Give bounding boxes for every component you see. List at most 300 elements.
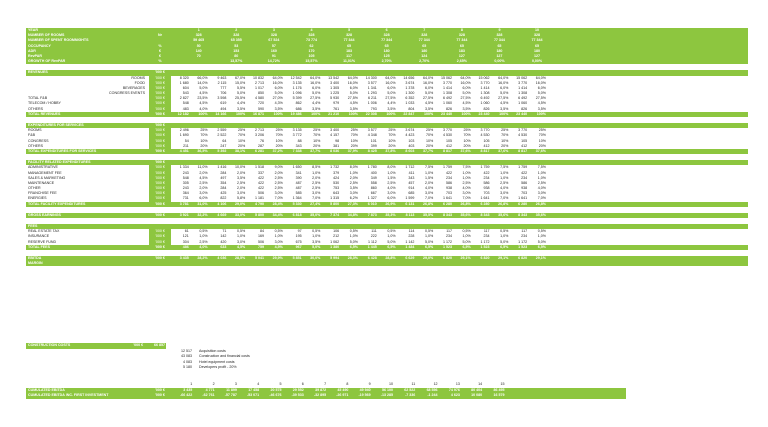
value-cell: 26,8% — [460, 201, 471, 206]
value-cell: 27,4% — [310, 201, 321, 206]
value-cell: 65 — [497, 43, 502, 48]
value-cell: 117 — [346, 53, 352, 58]
value-cell: 1 523 — [442, 244, 452, 249]
value-cell: 8 — [460, 28, 463, 32]
value-cell: 3,0% — [312, 191, 321, 196]
value-cell: 2,5% — [349, 180, 358, 185]
value-cell — [472, 261, 491, 266]
unit-cell: '000 € — [149, 81, 171, 86]
value-cell: 22 847 — [403, 111, 415, 116]
row-label: TOTAL FEES — [28, 244, 50, 249]
value-cell: 7,0% — [537, 196, 546, 201]
value-cell: 328 — [534, 33, 541, 38]
value-cell: 127 — [496, 53, 503, 58]
value-cell: 28,3% — [347, 255, 358, 260]
value-cell: 2,5% — [199, 239, 208, 244]
unit-cell: '000 € — [149, 107, 171, 112]
value-cell: 2,70% — [381, 59, 392, 64]
value-cell: 4,5% — [236, 244, 246, 249]
row-label: TELECOM / HOBBY — [28, 101, 61, 106]
unit-cell: '000 € — [149, 171, 171, 176]
value-cell: 29,9% — [272, 255, 283, 260]
value-cell: 8 343 — [442, 212, 452, 217]
value-cell: 703 — [445, 191, 452, 196]
row-label: BEVERAGES — [122, 85, 145, 90]
value-cell: 100% — [348, 111, 358, 116]
value-cell: 12 542 — [290, 75, 302, 80]
value-cell: 19 486 — [290, 111, 302, 116]
value-cell: 6 281 — [254, 148, 264, 153]
value-cell: 65 — [422, 43, 427, 48]
value-cell: 4,4% — [312, 101, 321, 106]
value-cell: 1 380 — [330, 244, 340, 249]
value-cell: 105 — [308, 53, 315, 58]
value-cell: 101 — [370, 138, 377, 143]
value-cell: 4 530 — [442, 133, 452, 138]
value-cell: 3 921 — [179, 212, 189, 217]
value-cell: 6,5% — [500, 244, 509, 249]
value-cell: 4 — [310, 28, 313, 32]
value-cell: 2 496 — [179, 128, 189, 133]
value-cell: 56 100 — [381, 387, 393, 392]
value-cell: 3 674 — [405, 128, 415, 133]
value-cell: 0,5% — [537, 229, 546, 234]
unit-cell: '000 € — [149, 133, 171, 138]
cost-desc: Developers profit - 20% — [199, 365, 237, 370]
value-cell: 938 — [445, 186, 452, 191]
value-cell: 127 — [534, 53, 541, 58]
value-cell: 11,0% — [197, 165, 208, 170]
value-cell: 548 — [182, 175, 189, 180]
value-cell: 77 344 — [493, 38, 505, 43]
year-cell: 2 — [212, 382, 215, 386]
value-cell: 1 341 — [367, 85, 377, 90]
cost-line — [26, 365, 326, 371]
value-cell: 62 522 — [404, 387, 416, 392]
value-cell: 49 940 — [359, 387, 371, 392]
value-cell: 7 873 — [367, 212, 377, 217]
value-cell: 703 — [483, 191, 490, 196]
value-cell: 3,0% — [236, 191, 246, 196]
row-label: CUMULATED EBITDA — [28, 387, 65, 392]
value-cell: 3 206 — [254, 133, 264, 138]
value-cell: 14 166 — [215, 111, 227, 116]
value-cell: 3,0% — [537, 191, 546, 196]
row-label: GROWTH OF RevPAR — [28, 59, 66, 64]
value-cell: 4,0% — [500, 186, 509, 191]
value-cell: 67,0% — [234, 75, 246, 80]
row-label: CUMULATED EBITDA INC. FIRST INVESTMENT — [28, 393, 109, 398]
value-cell: 328 — [195, 33, 202, 38]
value-cell: -39 533 — [291, 393, 304, 398]
value-cell: 2,5% — [312, 180, 321, 185]
value-cell: 3,5% — [274, 106, 283, 111]
value-cell: 127 — [458, 53, 465, 58]
row-label: MAINTENANCE — [28, 180, 55, 185]
value-cell: 10% — [237, 138, 246, 143]
value-cell: 180 — [383, 48, 390, 53]
value-cell — [434, 261, 453, 266]
unit-cell: '000 € — [149, 186, 171, 191]
value-cell: 1,5% — [387, 175, 396, 180]
value-cell: 1 060 — [480, 101, 490, 106]
value-cell: 2,5% — [387, 180, 396, 185]
value-cell — [209, 261, 228, 266]
row-label: INSURANCE — [28, 234, 50, 239]
value-cell: -57 787 — [224, 393, 237, 398]
value-cell: 6 820 — [518, 255, 528, 260]
value-cell: 938 — [521, 186, 528, 191]
row-label: FACILITY RELATED EXPENDITURES — [28, 160, 91, 165]
unit-cell: '000 € — [149, 191, 171, 196]
value-cell: 4,3% — [274, 101, 283, 106]
value-cell: 27,5% — [385, 96, 396, 101]
year-cell: 1 — [190, 382, 193, 386]
value-cell: 16,0% — [535, 80, 546, 85]
value-cell: 5,0% — [312, 91, 321, 96]
value-cell: 4 348 — [367, 133, 377, 138]
value-cell: 2 559 — [217, 128, 227, 133]
value-cell: 2 827 — [179, 96, 189, 101]
value-cell: 5,5% — [236, 85, 246, 90]
value-cell: 32,2% — [197, 212, 208, 217]
construction-unit: '000 € — [133, 343, 144, 347]
value-cell — [321, 261, 340, 266]
value-cell: 1 416 — [217, 165, 227, 170]
value-cell: 77 344 — [531, 38, 543, 43]
value-cell: 106 — [333, 229, 340, 234]
value-cell: 15 062 — [478, 75, 490, 80]
value-cell — [265, 261, 284, 266]
value-cell: 284 — [220, 186, 227, 191]
value-cell: 117 — [483, 229, 490, 234]
value-cell: 77 344 — [456, 38, 468, 43]
value-cell: 3 770 — [442, 128, 452, 133]
value-cell: 4 451 — [179, 148, 189, 153]
value-cell: 25,5% — [234, 96, 246, 101]
value-cell: 1,0% — [312, 170, 321, 175]
year-cell: 15 — [500, 382, 505, 386]
value-cell: 1 641 — [480, 196, 490, 201]
value-cell: 153 — [233, 48, 240, 53]
value-cell: 10,0% — [234, 165, 246, 170]
value-cell: 3,0% — [387, 191, 396, 196]
value-cell: 548 — [182, 101, 189, 106]
value-cell: 140 — [195, 48, 202, 53]
value-cell: 8 343 — [518, 212, 528, 217]
value-cell: 777 — [220, 85, 227, 90]
value-cell: 412 — [521, 143, 528, 148]
value-cell: -1 244 — [427, 393, 438, 398]
value-cell: 1 017 — [254, 85, 264, 90]
value-cell: 2,0% — [274, 170, 283, 175]
value-cell: 1,0% — [462, 234, 471, 239]
row-label: ADMINISTRATIVE — [28, 165, 58, 170]
row-label: EBITDA — [28, 255, 42, 260]
value-cell: 1,0% — [349, 170, 358, 175]
value-cell: 29,1% — [535, 255, 546, 260]
value-cell: 25% — [388, 128, 396, 133]
value-cell: 10% — [501, 138, 509, 143]
row-label: ROOMS — [131, 75, 145, 80]
value-cell: 1 060 — [442, 101, 452, 106]
value-cell: 619 — [220, 101, 227, 106]
value-cell: 706 — [220, 91, 227, 96]
value-cell: 1 364 — [292, 196, 302, 201]
value-cell: 59 465 — [193, 38, 205, 43]
value-cell: 1 780 — [367, 165, 377, 170]
cost-value: 5 180 — [183, 365, 192, 370]
value-cell: 7,5% — [424, 165, 434, 170]
value-cell: 686 — [295, 106, 302, 111]
value-cell: 1,0% — [462, 175, 471, 180]
value-cell: 1,0% — [462, 170, 471, 175]
value-cell: 16,0% — [422, 80, 434, 85]
value-cell: 180 — [534, 48, 541, 53]
value-cell: 100% — [536, 111, 546, 116]
value-cell: 1 096 — [292, 91, 302, 96]
value-cell — [528, 261, 547, 266]
value-cell: 50 — [196, 43, 201, 48]
unit-cell: '000 € — [149, 96, 171, 101]
value-cell: 967 — [295, 244, 302, 249]
value-cell — [472, 59, 491, 64]
row-label: FOOD — [134, 80, 145, 85]
value-cell: 6 280 — [480, 201, 490, 206]
value-cell: -32 895 — [313, 393, 327, 398]
value-cell: 422 — [445, 170, 452, 175]
value-cell: 3,5% — [236, 175, 246, 180]
value-cell: 4,5% — [462, 101, 471, 106]
value-cell: 10% — [350, 138, 358, 143]
value-cell: 2,5% — [274, 180, 283, 185]
row-label: OCCUPANCY — [28, 43, 51, 48]
value-cell: 4,5% — [537, 101, 546, 106]
value-cell: 37,9% — [347, 148, 358, 153]
value-cell: 328 — [233, 33, 240, 38]
value-cell: 8 343 — [480, 212, 490, 217]
value-cell: 3 674 — [405, 80, 415, 85]
value-cell: 5,0% — [349, 91, 358, 96]
value-cell: 5,0% — [537, 91, 546, 96]
value-cell: 586 — [445, 180, 452, 185]
value-cell: 938 — [483, 186, 490, 191]
value-cell: 412 — [483, 143, 490, 148]
value-cell: 7,0% — [462, 196, 471, 201]
value-cell: 2,5% — [462, 180, 471, 185]
value-cell: 70% — [538, 133, 546, 138]
value-cell: 1,0% — [424, 170, 434, 175]
value-cell: 0,5% — [424, 229, 434, 234]
value-cell: 25% — [350, 128, 358, 133]
value-cell: 4,0% — [462, 186, 471, 191]
value-cell: 8 603 — [405, 148, 415, 153]
value-cell: 20% — [313, 143, 321, 148]
value-cell: 97 — [297, 229, 302, 234]
value-cell: 10 832 — [252, 75, 264, 80]
value-cell: 4,0% — [537, 186, 546, 191]
value-cell: 16 871 — [252, 111, 264, 116]
value-cell: 64 — [222, 138, 227, 143]
value-cell: 4,0% — [387, 186, 396, 191]
value-cell: -53 071 — [246, 393, 260, 398]
value-cell: 1 650 — [292, 165, 302, 170]
value-cell: 100% — [273, 111, 283, 116]
cost-desc: Hotel equipment costs — [199, 359, 235, 364]
value-cell: 25% — [237, 128, 246, 133]
value-cell — [340, 261, 359, 266]
value-cell: 64,0% — [310, 75, 321, 80]
value-cell: 16,0% — [347, 80, 358, 85]
value-cell: 6 131 — [405, 201, 415, 206]
value-cell: 10% — [200, 138, 208, 143]
value-cell: 422 — [521, 170, 528, 175]
value-cell: 305 — [182, 180, 189, 185]
value-cell: 212 — [333, 234, 340, 239]
value-cell: 27,5% — [347, 96, 358, 101]
value-cell: 1 142 — [405, 239, 415, 244]
value-cell: 3 135 — [292, 128, 302, 133]
value-cell: 7,5% — [462, 165, 471, 170]
value-cell: 590 — [257, 106, 264, 111]
value-cell: 7,5% — [537, 165, 546, 170]
value-cell — [491, 261, 510, 266]
value-cell: 6 820 — [442, 255, 452, 260]
row-label: CONGRESS — [28, 138, 49, 143]
value-cell: 3,0% — [500, 191, 509, 196]
value-cell: 5 399 — [292, 96, 302, 101]
row-label: TOTAL EXPENDITURES FOR SERVICES — [28, 148, 97, 153]
value-cell: 2,0% — [199, 170, 208, 175]
value-cell: 10% — [463, 138, 471, 143]
value-cell: 103 — [408, 138, 415, 143]
value-cell: 3,5% — [236, 106, 246, 111]
value-cell: 22 308 — [365, 111, 377, 116]
value-cell: 399 — [370, 143, 377, 148]
value-cell: 1 484 — [405, 244, 415, 249]
value-cell: 3 435 — [183, 387, 193, 392]
value-cell: 1 062 — [330, 239, 340, 244]
row-label: EXPENDITURES FOR SERVICES — [28, 123, 84, 127]
unit-cell: '000 € — [155, 70, 165, 75]
value-cell: 16,0% — [385, 80, 396, 85]
value-cell: 14 656 — [403, 75, 415, 80]
value-cell: 234 — [483, 175, 490, 180]
value-cell: 6 820 — [480, 255, 490, 260]
unit-cell: € — [159, 48, 161, 53]
value-cell — [359, 59, 378, 64]
value-cell: 14,0% — [197, 80, 208, 85]
value-cell: 1 033 — [405, 101, 415, 106]
spacer-cell — [26, 365, 149, 371]
value-cell: 2,5% — [537, 180, 546, 185]
value-cell: 3 770 — [518, 128, 528, 133]
value-cell: 64,0% — [535, 75, 546, 80]
value-cell: 1 300 — [405, 91, 415, 96]
value-cell: 1 523 — [518, 244, 528, 249]
value-cell: 1 759 — [442, 165, 452, 170]
value-cell: 486 — [182, 244, 189, 249]
value-cell: 1 334 — [179, 165, 189, 170]
value-cell: 494 — [220, 106, 227, 111]
value-cell: 4 771 — [205, 387, 215, 392]
value-cell: 341 — [295, 170, 302, 175]
value-cell: 20% — [237, 143, 246, 148]
value-cell: 234 — [445, 175, 452, 180]
value-cell: 105 — [521, 138, 528, 143]
value-cell: 70% — [313, 133, 321, 138]
row-label: ADR — [28, 48, 36, 53]
value-cell: 1 308 — [518, 91, 528, 96]
value-cell: 3,5% — [312, 239, 321, 244]
value-cell: 4 423 — [405, 133, 415, 138]
row-label: RESERVE FUND — [28, 239, 57, 244]
value-cell — [303, 261, 322, 266]
value-cell — [246, 59, 265, 64]
value-cell: 73 774 — [305, 38, 317, 43]
unit-cell: '000 € — [149, 101, 171, 106]
row-label: ROOMS — [28, 128, 42, 133]
value-cell: 349 — [370, 175, 377, 180]
value-cell: 6,0% — [312, 85, 321, 90]
value-cell: 284 — [220, 170, 227, 175]
value-cell: 9 463 — [217, 75, 227, 80]
value-cell: 10% — [388, 138, 396, 143]
value-cell: 37,6% — [535, 148, 546, 153]
value-cell: 3 770 — [442, 80, 452, 85]
value-cell: 1 759 — [480, 165, 490, 170]
value-cell: 3 400 — [330, 128, 340, 133]
value-cell: 6 492 — [518, 96, 528, 101]
value-cell: 0,5% — [199, 229, 208, 234]
unit-cell: '000 € — [149, 196, 171, 201]
value-cell: 234 — [483, 234, 490, 239]
value-cell: 337 — [257, 170, 264, 175]
spreadsheet — [26, 28, 748, 266]
value-cell: 70% — [425, 133, 434, 138]
value-cell — [397, 261, 416, 266]
value-cell: 1 414 — [518, 85, 528, 90]
value-cell: 3 400 — [330, 80, 340, 85]
value-cell: 117 — [521, 229, 528, 234]
value-cell: 826 — [445, 106, 452, 111]
value-cell: 4 036 — [217, 255, 227, 260]
row-label: FEES — [28, 224, 38, 228]
row-label: GROSS EARNINGS — [28, 212, 61, 217]
value-cell: 7,5% — [500, 165, 509, 170]
value-cell: 13 542 — [328, 75, 340, 80]
unit-cell: '000 € — [149, 165, 171, 170]
value-cell: 6 818 — [292, 212, 302, 217]
value-cell: 7 338 — [292, 148, 302, 153]
value-cell: 1,5% — [424, 175, 434, 180]
value-cell: 6 492 — [480, 96, 490, 101]
unit-cell: '000 € — [155, 201, 165, 206]
value-cell: 3,5% — [462, 106, 471, 111]
value-cell — [284, 59, 303, 64]
value-cell: 70% — [237, 133, 246, 138]
value-cell: 1 327 — [367, 196, 377, 201]
value-cell: 5,0% — [537, 239, 546, 244]
unit-cell: '000 € — [149, 76, 171, 81]
value-cell: 65 — [384, 43, 389, 48]
unit-cell: '000 € — [149, 176, 171, 181]
value-cell: 0,00% — [531, 59, 543, 64]
value-cell: 3 598 — [217, 96, 227, 101]
value-cell: 16,0% — [310, 80, 321, 85]
value-cell: 3,0% — [462, 191, 471, 196]
value-cell: 2,5% — [312, 186, 321, 191]
